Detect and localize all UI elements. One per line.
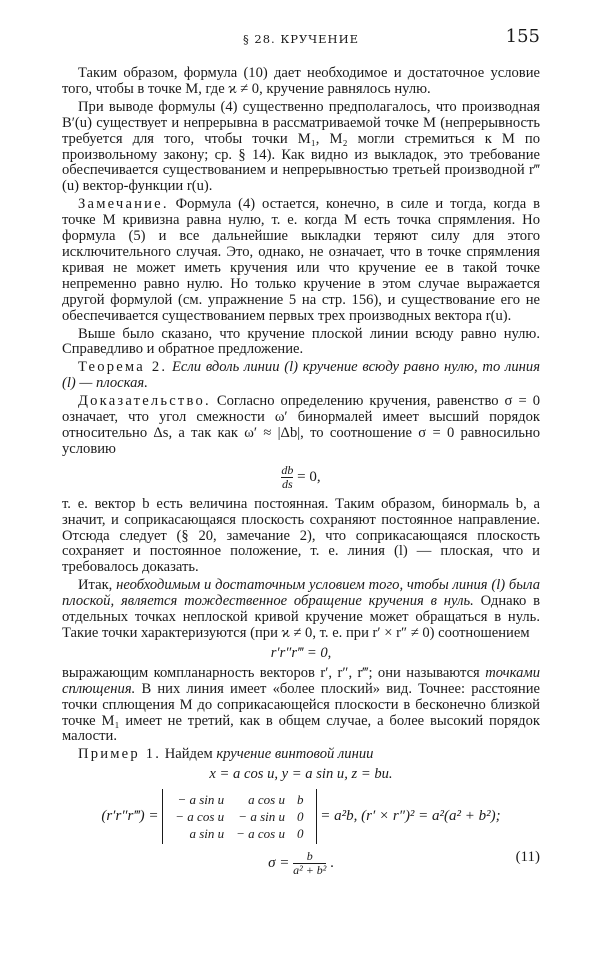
- formula-sigma: σ = $\frac{b}{\text{a² + b²}}$ . (11): [268, 849, 540, 878]
- theorem-text: Если вдоль линии (l) кручение всюду равно нулю, то линия (l) — плоская.: [62, 359, 541, 392]
- fraction-denominator: ds: [282, 476, 293, 491]
- page-number: 155: [505, 26, 540, 47]
- sigma-denominator: a² + b²: [293, 863, 327, 878]
- paragraph-7: [62, 666, 540, 746]
- p7-italic: точками сплющения.: [62, 664, 540, 697]
- theorem-paragraph: [62, 360, 540, 392]
- p7-intro: выражающим компланарность векторов r′, r″, r‴; они называются: [62, 664, 486, 681]
- det-cell: b: [297, 792, 304, 808]
- formula-rhs: = 0,: [297, 468, 321, 485]
- running-header: [62, 26, 540, 50]
- formula-helix: x = a cos u, y = a sin u, z = bu.: [209, 766, 393, 783]
- paragraph-5: т. е. вектор b есть величина постоянная. Таким образом, бинормаль b, а значит, и соприкасающаяся плоскость сохраняют постоянное направление. Отсюда следует (§ 20, замечание 2), что соприкасающаяся плоскость сохраняет и постоянное положение, т. е. линия (l) — плоская, что и требовалось доказать.: [62, 495, 540, 576]
- p6-italic: необходимым и достаточным условием того, чтобы линия (l) была плоской, является тождественное обращение кручения в нуль.: [62, 577, 540, 610]
- det-lhs: (r′r″r‴) =: [101, 808, 159, 825]
- fraction-db-ds: [281, 464, 293, 491]
- fraction-numerator: db: [281, 462, 294, 477]
- determinant-matrix: [162, 789, 316, 844]
- page-body: [62, 66, 540, 883]
- p7-rest: В них линия имеет «более плоский» вид. Точнее: расстояние точки сплющения M до соприкасающейся плоскости в бесконечно близкой точке M₁ имеет не третий, как в общем случае, а более высокий порядок малости.: [62, 680, 540, 745]
- paragraph-4: Выше было сказано, что кручение плоской линии всюду равно нулю. Справедливо и обратное предложение.: [62, 325, 540, 358]
- p6-rest: Однако в отдельных точках неплоской кривой кручение может обращаться в нуль. Такие точки характеризуются (при ϰ ≠ 0, т. е. при r′ × r″ ≠ 0) соотношением: [62, 593, 540, 641]
- equation-number: (11): [515, 849, 540, 866]
- det-row: [169, 825, 309, 842]
- sigma-numerator: b: [306, 849, 313, 864]
- det-cell: a cos u: [248, 792, 285, 808]
- p6-intro: Итак,: [78, 577, 117, 594]
- formula-db-ds: [62, 464, 540, 491]
- formula-coplanar: r′r″r‴ = 0,: [270, 644, 332, 661]
- paragraph-1: Таким образом, формула (10) дает необходимое и достаточное условие того, чтобы в точке M, где ϰ ≠ 0, кручение равнялось нулю.: [62, 65, 540, 97]
- paragraph-6: [62, 578, 540, 642]
- proof-text: Согласно определению кручения, равенство σ = 0 означает, что угол смежности ω′ бинормалей имеет высший порядок относительно Δs, а так как ω′ ≈ |Δb|, то соотношение σ = 0 равносильно условию: [62, 393, 540, 457]
- proof-paragraph: [62, 394, 540, 458]
- theorem-lead: Теорема 2.: [78, 359, 168, 376]
- formula-determinant: [62, 789, 540, 844]
- sigma-lhs: σ =: [268, 855, 290, 872]
- det-cell: − a cos u: [175, 809, 225, 825]
- proof-lead: Доказательство.: [78, 393, 211, 410]
- det-row: [169, 791, 309, 808]
- fraction-sigma: [293, 850, 326, 877]
- remark-lead: Замечание.: [78, 196, 169, 213]
- example-paragraph: [62, 747, 540, 763]
- det-cell: 0: [297, 826, 304, 842]
- remark-text: Формула (4) остается, конечно, в силе и тогда, когда в точке M кривизна равна нулю, т. е. когда M есть точка спрямления. Но формула (5) и все дальнейшие выкладки теряют силу для этого исключительного случая. Это, однако, не означает, что в точке спрямления кривая не может иметь кручения или что кручение ее в такой точке непременно равно нулю. Но только кручение в этом случае выражается другой формулой (см. упражнение 5 на стр. 156), и существование его не обеспечивается существованием первых трех производных вектора r(u).: [62, 196, 540, 324]
- det-cell: − a sin u: [238, 809, 285, 825]
- example-lead: Пример 1.: [78, 746, 162, 763]
- det-cell: − a cos u: [236, 826, 285, 842]
- remark-paragraph: [62, 197, 540, 324]
- paragraph-2: При выводе формулы (4) существенно предполагалось, что производная B′(u) существует и непрерывна в рассматриваемой точке M (непрерывность требуется для того, чтобы точки M₁, M₂ могли стремиться к M по произвольному закону; ср. § 14). Как видно из выкладок, это требование обеспечивается существованием и непрерывностью третьей производной r‴(u) вектор-функции r(u).: [62, 98, 540, 195]
- det-cell: − a sin u: [177, 792, 225, 808]
- det-cell: a sin u: [189, 826, 225, 842]
- example-italic: кручение винтовой линии: [216, 746, 374, 763]
- det-cell: 0: [297, 809, 304, 825]
- det-row: [169, 808, 309, 825]
- section-title: § 28. КРУЧЕНИЕ: [242, 32, 360, 46]
- det-rhs: = a²b, (r′ × r″)² = a²(a² + b²);: [320, 808, 501, 825]
- example-intro: Найдем: [161, 746, 217, 763]
